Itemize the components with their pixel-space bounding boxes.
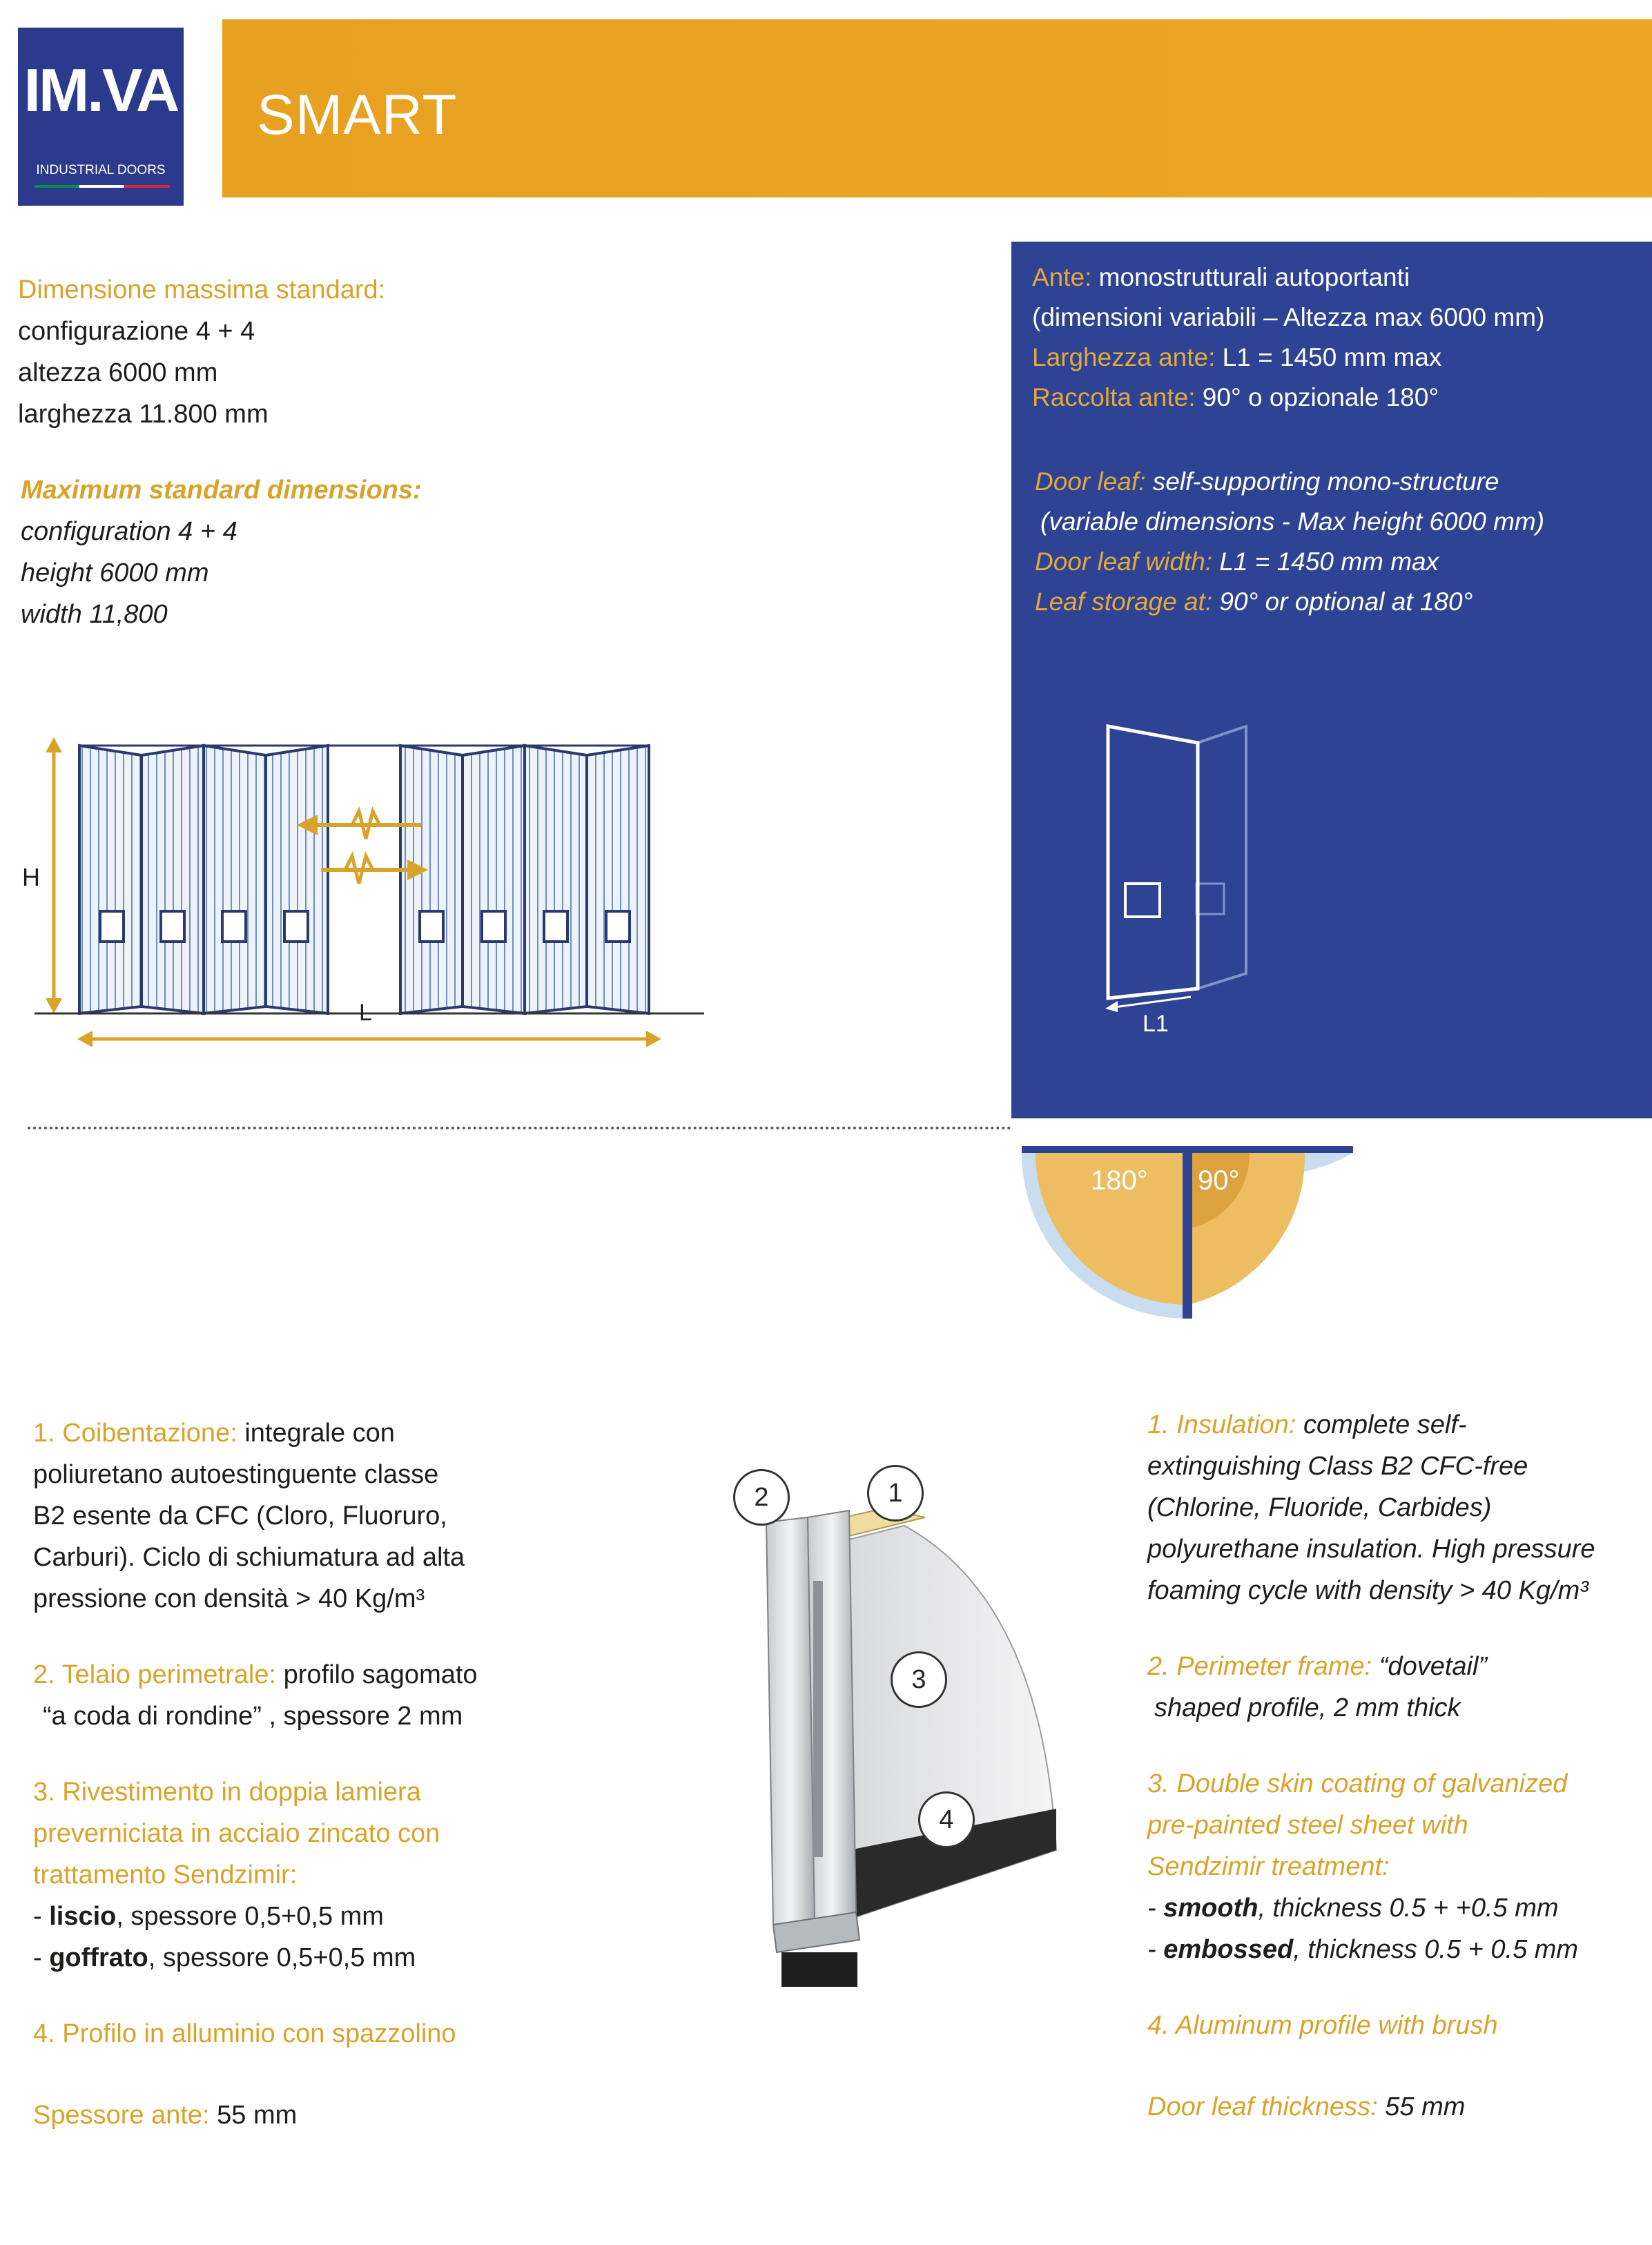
feature-it-1-line: poliuretano autoestinguente classe [33, 1460, 439, 1489]
page-title: SMART [257, 84, 458, 146]
panel-it-line: (dimensioni variabili – Altezza max 6000 mm) [1032, 303, 1545, 331]
feature-en-3-heading: 3. Double skin coating of galvanized [1147, 1769, 1568, 1798]
feature-en-2-line: shaped profile, 2 mm thick [1154, 1693, 1461, 1722]
dimensions-it [18, 269, 385, 435]
panel-en-line: Door leaf width: L1 = 1450 mm max [1035, 547, 1439, 576]
feature-it-3-heading: preverniciata in acciaio zincato con [33, 1819, 440, 1848]
leaf-thickness-it: Spessore ante: 55 mm [33, 2101, 298, 2130]
features-en [1147, 1404, 1644, 2128]
feature-it-2: 2. Telaio perimetrale: profilo sagomato [33, 1660, 478, 1689]
leaf-thickness-en: Door leaf thickness: 55 mm [1147, 2092, 1466, 2121]
section-marker-1: 1 [867, 1465, 924, 1522]
panel-en-line: Door leaf: self-supporting mono-structure [1035, 467, 1499, 496]
feature-it-1-line: pressione con densità > 40 Kg/m³ [33, 1584, 425, 1613]
dimensions-it-heading: Dimensione massima standard: [18, 275, 386, 304]
leaf-width-diagram [1094, 718, 1301, 1029]
section-marker-3: 3 [891, 1651, 947, 1708]
company-logo [18, 28, 184, 206]
leaf-cross-section [725, 1464, 1084, 1988]
features-it [33, 1412, 654, 2136]
dimensions-it-line: larghezza 11.800 mm [18, 400, 269, 429]
dimensions-en-line: height 6000 mm [21, 558, 209, 587]
panel-en-line: Leaf storage at: 90° or optional at 180° [1035, 587, 1473, 616]
feature-en-1-line: foaming cycle with density > 40 Kg/m³ [1147, 1576, 1588, 1605]
feature-en-2: 2. Perimeter frame: “dovetail” [1147, 1652, 1488, 1681]
height-label: H [22, 863, 40, 891]
feature-it-1: 1. Coibentazione: integrale con [33, 1419, 395, 1448]
angle-180-label: 180° [1091, 1165, 1148, 1196]
feature-it-3-heading: trattamento Sendzimir: [33, 1860, 298, 1889]
feature-en-3-item: - smooth, thickness 0.5 + +0.5 mm [1147, 1894, 1559, 1923]
separator [28, 1127, 1011, 1129]
feature-it-2-line: “a coda di rondine” , spessore 2 mm [43, 1702, 463, 1731]
dimensions-en-heading: Maximum standard dimensions: [21, 476, 422, 505]
feature-en-1-line: polyurethane insulation. High pressure [1147, 1535, 1595, 1564]
feature-en-1: 1. Insulation: complete self- [1147, 1410, 1467, 1439]
leaf-width-label: L1 [1143, 1011, 1169, 1037]
title-banner [222, 19, 1652, 197]
feature-en-4: 4. Aluminum profile with brush [1147, 2011, 1498, 2040]
dimensions-it-line: altezza 6000 mm [18, 358, 218, 387]
feature-it-1-line: B2 esente da CFC (Cloro, Fluoruro, [33, 1501, 447, 1530]
feature-it-3-heading: 3. Rivestimento in doppia lamiera [33, 1778, 421, 1807]
feature-en-1-line: extinguishing Class B2 CFC-free [1147, 1452, 1528, 1481]
feature-it-3-item: - liscio, spessore 0,5+0,5 mm [33, 1902, 384, 1931]
feature-en-1-line: (Chlorine, Fluoride, Carbides) [1147, 1493, 1492, 1522]
panel-it-line: Ante: monostrutturali autoportanti [1032, 263, 1410, 291]
feature-en-3-heading: Sendzimir treatment: [1147, 1852, 1390, 1881]
feature-en-3-heading: pre-painted steel sheet with [1147, 1811, 1468, 1840]
storage-angle-diagram [1015, 1139, 1360, 1319]
angle-90-label: 90° [1198, 1165, 1240, 1196]
dimensions-en [21, 469, 422, 635]
panel-it-line: Larghezza ante: L1 = 1450 mm max [1032, 343, 1442, 371]
feature-it-4: 4. Profilo in alluminio con spazzolino [33, 2019, 456, 2048]
logo-subtitle: INDUSTRIAL DOORS [36, 163, 166, 177]
dimensions-en-line: configuration 4 + 4 [21, 517, 237, 546]
logo-wordmark: IM.VA [23, 56, 178, 124]
left-leaf-group [79, 746, 328, 1013]
feature-it-3-item: - goffrato, spessore 0,5+0,5 mm [33, 1943, 416, 1972]
feature-en-3-item: - embossed, thickness 0.5 + 0.5 mm [1147, 1935, 1579, 1964]
section-marker-2: 2 [733, 1469, 790, 1526]
right-leaf-group [400, 746, 649, 1013]
section-marker-4: 4 [918, 1791, 975, 1848]
specs-panel [1011, 242, 1652, 1118]
dimensions-en-line: width 11,800 [21, 600, 168, 629]
logo-flag-stripe [35, 185, 170, 188]
feature-it-1-line: Carburi). Ciclo di schiumatura ad alta [33, 1543, 465, 1572]
panel-it-line: Raccolta ante: 90° o opzionale 180° [1032, 383, 1439, 411]
dimensions-it-line: configurazione 4 + 4 [18, 317, 255, 346]
panel-en-line: (variable dimensions - Max height 6000 mm) [1040, 507, 1545, 536]
width-label: L [359, 1000, 372, 1026]
